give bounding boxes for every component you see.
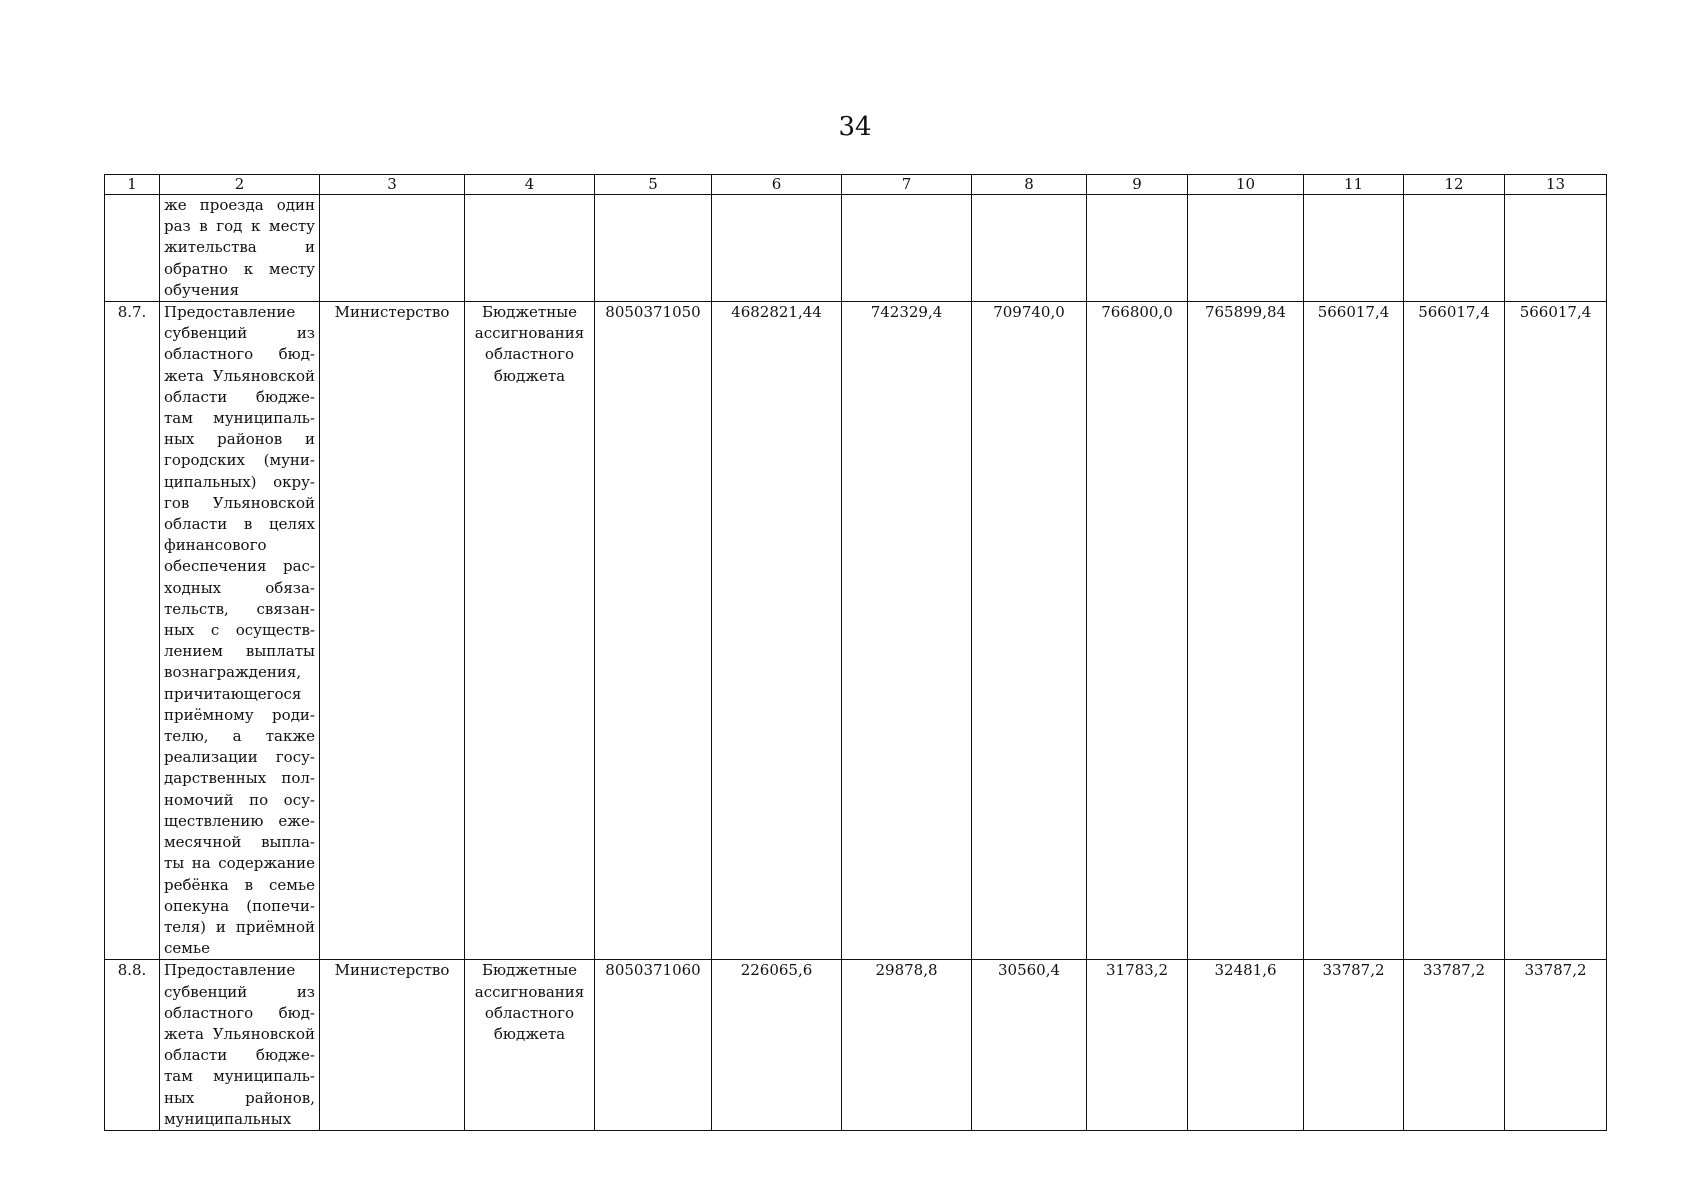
column-header: 2 — [160, 175, 320, 195]
value-cell: 31783,2 — [1087, 960, 1188, 1131]
value-cell: 226065,6 — [712, 960, 842, 1131]
description-line: обучения — [164, 280, 240, 299]
row-number-cell: 8.7. — [105, 302, 160, 960]
description-line: ных районов, — [164, 1088, 315, 1107]
description-line: ществлению еже- — [164, 811, 315, 830]
description-line: реализации госу- — [164, 748, 315, 767]
description-line: же проезда один — [164, 196, 315, 214]
value-cell: 4682821,44 — [712, 302, 842, 960]
description-line: жета Ульяновской — [164, 1024, 315, 1043]
value-cell — [1505, 195, 1607, 302]
description-line: тельств, связан- — [164, 599, 315, 618]
description-line: Предоставление — [164, 961, 296, 980]
row-number-cell — [105, 195, 160, 302]
value-cell: 766800,0 — [1087, 302, 1188, 960]
description-line: обратно к месту — [164, 259, 315, 278]
description-cell — [160, 195, 320, 302]
column-header: 8 — [972, 175, 1087, 195]
description-line: ципальных) окру- — [164, 472, 315, 491]
value-cell: 32481,6 — [1188, 960, 1304, 1131]
description-line: Предоставление — [164, 303, 296, 322]
row-number-cell: 8.8. — [105, 960, 160, 1131]
description-line: области бюдже- — [164, 1046, 315, 1065]
description-line: приёмному роди- — [164, 705, 315, 724]
value-cell: 709740,0 — [972, 302, 1087, 960]
code-cell: 8050371050 — [595, 302, 712, 960]
description-line: причитающегося — [164, 684, 302, 703]
description-line: финансового — [164, 536, 267, 555]
value-cell: 566017,4 — [1404, 302, 1505, 960]
description-line: области в целях — [164, 515, 315, 534]
description-line: областного бюд- — [164, 345, 315, 364]
table-row — [105, 302, 1607, 960]
column-header: 4 — [465, 175, 595, 195]
source-line: бюджета — [493, 1024, 566, 1043]
description-line: теля) и приёмной — [164, 917, 315, 936]
description-line: жета Ульяновской — [164, 366, 315, 385]
source-line: областного — [484, 1003, 575, 1022]
column-header: 3 — [320, 175, 465, 195]
value-cell — [1304, 195, 1404, 302]
source-line: Бюджетные — [481, 961, 578, 980]
description-line: муниципальных — [164, 1109, 292, 1128]
description-line: субвенций из — [164, 324, 315, 343]
description-line: там муниципаль- — [164, 1067, 315, 1086]
description-line: области бюдже- — [164, 387, 315, 406]
description-line: там муниципаль- — [164, 409, 315, 428]
description-line: вознаграждения, — [164, 663, 302, 682]
value-cell — [1404, 195, 1505, 302]
description-line: ных районов и — [164, 430, 315, 449]
description-line: дарственных пол- — [164, 769, 315, 788]
responsible-cell — [320, 195, 465, 302]
column-number-row — [105, 175, 1607, 195]
description-line: телю, а также — [164, 727, 315, 746]
description-line: гов Ульяновской — [164, 493, 315, 512]
column-header: 7 — [842, 175, 972, 195]
description-line: обеспечения рас- — [164, 557, 315, 576]
value-cell: 29878,8 — [842, 960, 972, 1131]
table-row — [105, 195, 1607, 302]
description-line: семье — [164, 939, 210, 958]
value-cell: 30560,4 — [972, 960, 1087, 1131]
value-cell — [1087, 195, 1188, 302]
description-cell — [160, 960, 320, 1131]
value-cell: 566017,4 — [1505, 302, 1607, 960]
source-cell — [465, 960, 595, 1131]
value-cell: 33787,2 — [1304, 960, 1404, 1131]
value-cell: 742329,4 — [842, 302, 972, 960]
column-header: 5 — [595, 175, 712, 195]
value-cell — [972, 195, 1087, 302]
description-line: ребёнка в семье — [164, 875, 315, 894]
value-cell — [712, 195, 842, 302]
source-line: Бюджетные — [481, 303, 578, 322]
column-header: 11 — [1304, 175, 1404, 195]
description-line: номочий по осу- — [164, 790, 315, 809]
description-line: раз в год к месту — [164, 217, 315, 236]
description-line: лением выплаты — [164, 642, 315, 661]
page-number: 34 — [838, 112, 872, 142]
budget-table — [104, 174, 1607, 1131]
description-cell — [160, 302, 320, 960]
description-line: ных с осуществ- — [164, 621, 315, 640]
description-line: жительства и — [164, 238, 315, 257]
description-line: опекуна (попечи- — [164, 896, 315, 915]
responsible-cell: Министерство — [320, 960, 465, 1131]
value-cell: 566017,4 — [1304, 302, 1404, 960]
description-line: областного бюд- — [164, 1003, 315, 1022]
description-line: субвенций из — [164, 982, 315, 1001]
column-header: 1 — [105, 175, 160, 195]
column-header: 12 — [1404, 175, 1505, 195]
column-header: 10 — [1188, 175, 1304, 195]
column-header: 6 — [712, 175, 842, 195]
description-line: ты на содержание — [164, 854, 315, 873]
description-line: ходных обяза- — [164, 578, 315, 597]
source-cell — [465, 302, 595, 960]
table-row — [105, 960, 1607, 1131]
responsible-cell: Министерство — [320, 302, 465, 960]
code-cell: 8050371060 — [595, 960, 712, 1131]
value-cell — [1188, 195, 1304, 302]
code-cell — [595, 195, 712, 302]
value-cell — [842, 195, 972, 302]
value-cell: 33787,2 — [1505, 960, 1607, 1131]
source-line: бюджета — [493, 366, 566, 385]
value-cell: 33787,2 — [1404, 960, 1505, 1131]
description-line: месячной выпла- — [164, 833, 315, 852]
value-cell: 765899,84 — [1188, 302, 1304, 960]
description-line: городских (муни- — [164, 451, 315, 470]
source-line: областного — [484, 345, 575, 364]
column-header: 9 — [1087, 175, 1188, 195]
source-line: ассигнования — [474, 324, 585, 343]
column-header: 13 — [1505, 175, 1607, 195]
source-cell — [465, 195, 595, 302]
source-line: ассигнования — [474, 982, 585, 1001]
